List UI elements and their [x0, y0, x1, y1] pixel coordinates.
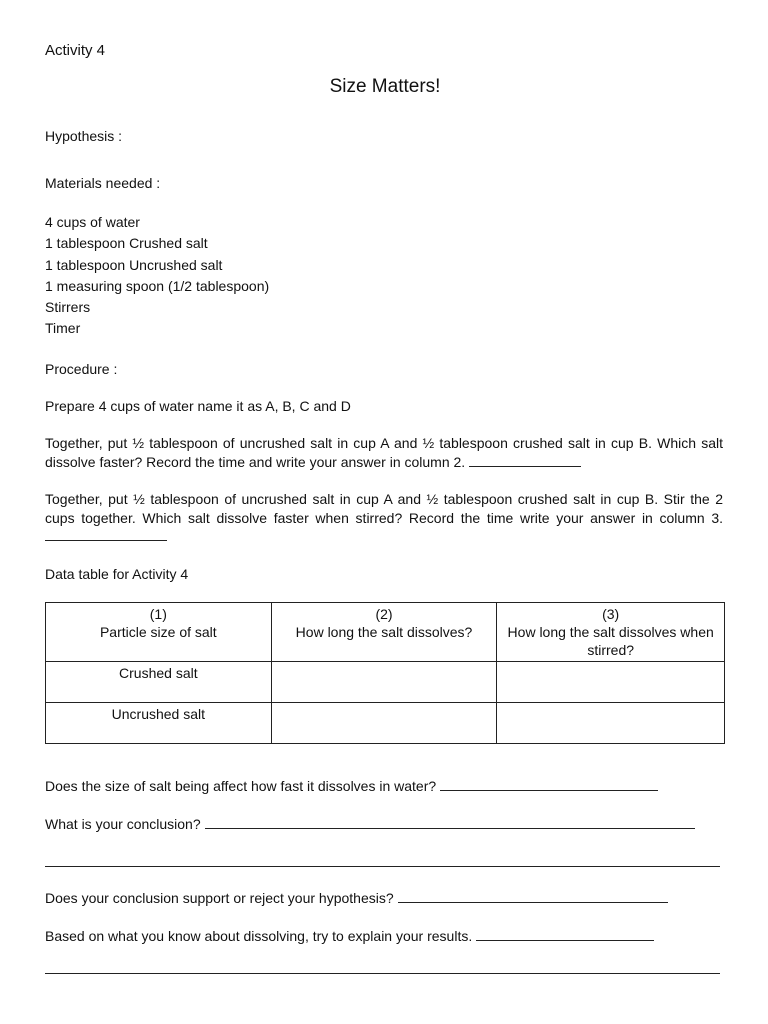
procedure-label: Procedure : — [45, 361, 118, 377]
column-header — [271, 603, 497, 662]
answer-blank[interactable] — [440, 777, 658, 791]
answer-line[interactable] — [45, 866, 720, 867]
question-text: Does your conclusion support or reject your hypothesis? — [45, 890, 394, 906]
column-number: (1) — [149, 606, 167, 622]
question-3 — [45, 889, 725, 906]
column-title: Particle size of salt — [99, 624, 217, 640]
answer-blank[interactable] — [476, 927, 654, 941]
list-item: 1 tablespoon Uncrushed salt — [45, 256, 223, 273]
question-1 — [45, 777, 725, 794]
table-cell-input[interactable] — [271, 703, 497, 744]
question-2 — [45, 815, 725, 832]
list-item: 1 tablespoon Crushed salt — [45, 235, 208, 252]
procedure-step-1 — [45, 397, 723, 416]
activity-number: Activity 4 — [45, 42, 106, 59]
procedure-step-text: Together, put ½ tablespoon of uncrushed salt in cup A and ½ tablespoon crushed salt in cup B. Stir the 2 cups together. Which salt dissolve faster when stirred? Record the time write your answer in column 3. — [45, 491, 723, 526]
question-4 — [45, 927, 725, 944]
table-row — [46, 703, 725, 744]
question-text: Based on what you know about dissolving, try to explain your results. — [45, 928, 473, 944]
table-cell: Uncrushed salt — [46, 703, 272, 744]
data-table — [45, 602, 725, 744]
column-title: How long the salt dissolves when stirred? — [507, 624, 714, 658]
hypothesis-label: Hypothesis : — [45, 128, 123, 144]
answer-blank[interactable] — [469, 453, 581, 467]
table-header-row — [46, 603, 725, 662]
column-number: (3) — [602, 606, 620, 622]
question-text: What is your conclusion? — [45, 816, 201, 832]
list-item: Stirrers — [45, 299, 91, 316]
table-cell-input[interactable] — [497, 703, 725, 744]
procedure-step-text: Prepare 4 cups of water name it as A, B, C and D — [45, 398, 351, 414]
procedure-step-3 — [45, 490, 723, 546]
list-item: Timer — [45, 320, 81, 337]
procedure-step-text: Together, put ½ tablespoon of uncrushed salt in cup A and ½ tablespoon crushed salt in cup B. Which salt dissolve faster? Record the time and write your answer in column 2. — [45, 435, 723, 470]
answer-blank[interactable] — [205, 815, 695, 829]
table-cell: Crushed salt — [46, 662, 272, 703]
column-number: (2) — [375, 606, 393, 622]
answer-blank[interactable] — [398, 889, 668, 903]
answer-line[interactable] — [45, 973, 720, 974]
materials-label: Materials needed : — [45, 175, 161, 191]
column-title: How long the salt dissolves? — [295, 624, 473, 640]
table-label: Data table for Activity 4 — [45, 566, 189, 582]
table-cell-input[interactable] — [497, 662, 725, 703]
column-header — [497, 603, 725, 662]
question-text: Does the size of salt being affect how fast it dissolves in water? — [45, 778, 437, 794]
column-header — [46, 603, 272, 662]
procedure-step-2 — [45, 434, 723, 471]
answer-blank[interactable] — [45, 527, 167, 541]
materials-list — [45, 212, 269, 340]
list-item: 4 cups of water — [45, 214, 140, 230]
list-item: 1 measuring spoon (1/2 tablespoon) — [45, 277, 270, 294]
table-cell-input[interactable] — [271, 662, 497, 703]
table-row — [46, 662, 725, 703]
page-title: Size Matters! — [329, 76, 441, 97]
